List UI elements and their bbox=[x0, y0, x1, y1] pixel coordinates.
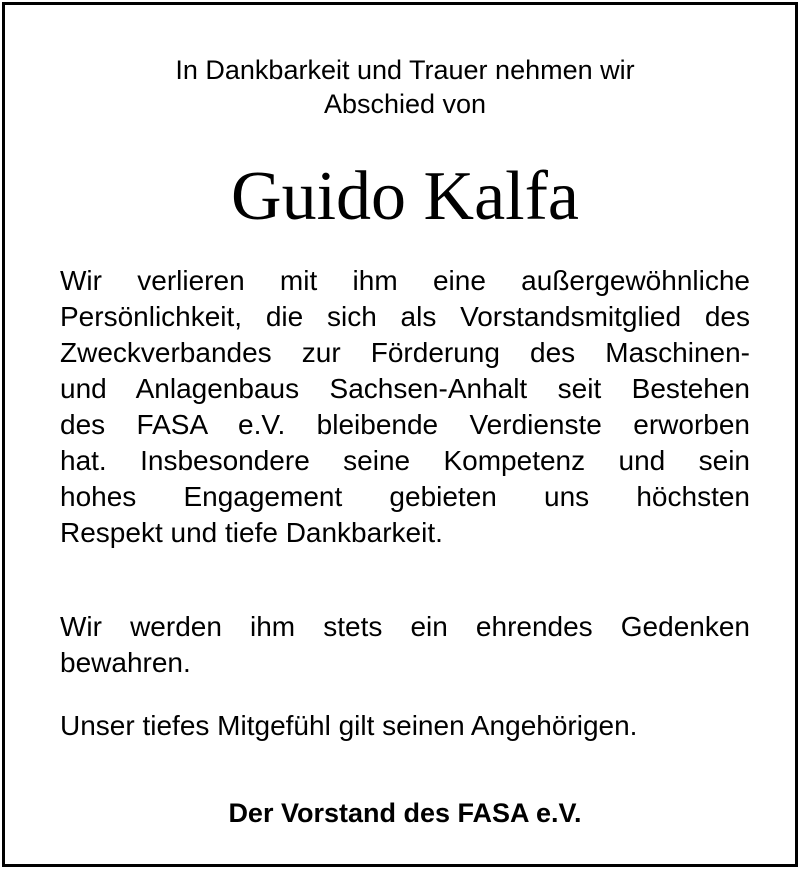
deceased-name: Guido Kalfa bbox=[231, 158, 579, 235]
signature: Der Vorstand des FASA e.V. bbox=[228, 798, 582, 828]
paragraph-line: des FASA e.V. bleibende Verdienste erworben bbox=[60, 409, 750, 440]
paragraph-line: bewahren. bbox=[60, 647, 191, 678]
paragraph-line: hat. Insbesondere seine Kompetenz und sein bbox=[60, 445, 750, 476]
intro-line: Abschied von bbox=[323, 89, 487, 119]
intro-text bbox=[60, 53, 750, 121]
tribute-paragraph bbox=[60, 263, 750, 551]
intro-line: In Dankbarkeit und Trauer nehmen wir bbox=[175, 55, 635, 85]
condolence-paragraph bbox=[60, 708, 750, 744]
obituary-frame bbox=[2, 2, 798, 867]
paragraph-line: Wir verlieren mit ihm eine außergewöhnliche bbox=[60, 265, 750, 296]
paragraph-line: Wir werden ihm stets ein ehrendes Gedenken bbox=[60, 611, 750, 642]
paragraph-line: Respekt und tiefe Dankbarkeit. bbox=[60, 517, 443, 548]
remembrance-paragraph bbox=[60, 609, 750, 681]
paragraph-line: Unser tiefes Mitgefühl gilt seinen Angehörigen. bbox=[60, 710, 638, 741]
paragraph-line: Zweckverbandes zur Förderung des Maschinen- bbox=[60, 337, 750, 368]
paragraph-line: hohes Engagement gebieten uns höchsten bbox=[60, 481, 750, 512]
paragraph-line: Persönlichkeit, die sich als Vorstandsmitglied des bbox=[60, 301, 750, 332]
paragraph-line: und Anlagenbaus Sachsen-Anhalt seit Bestehen bbox=[60, 373, 750, 404]
